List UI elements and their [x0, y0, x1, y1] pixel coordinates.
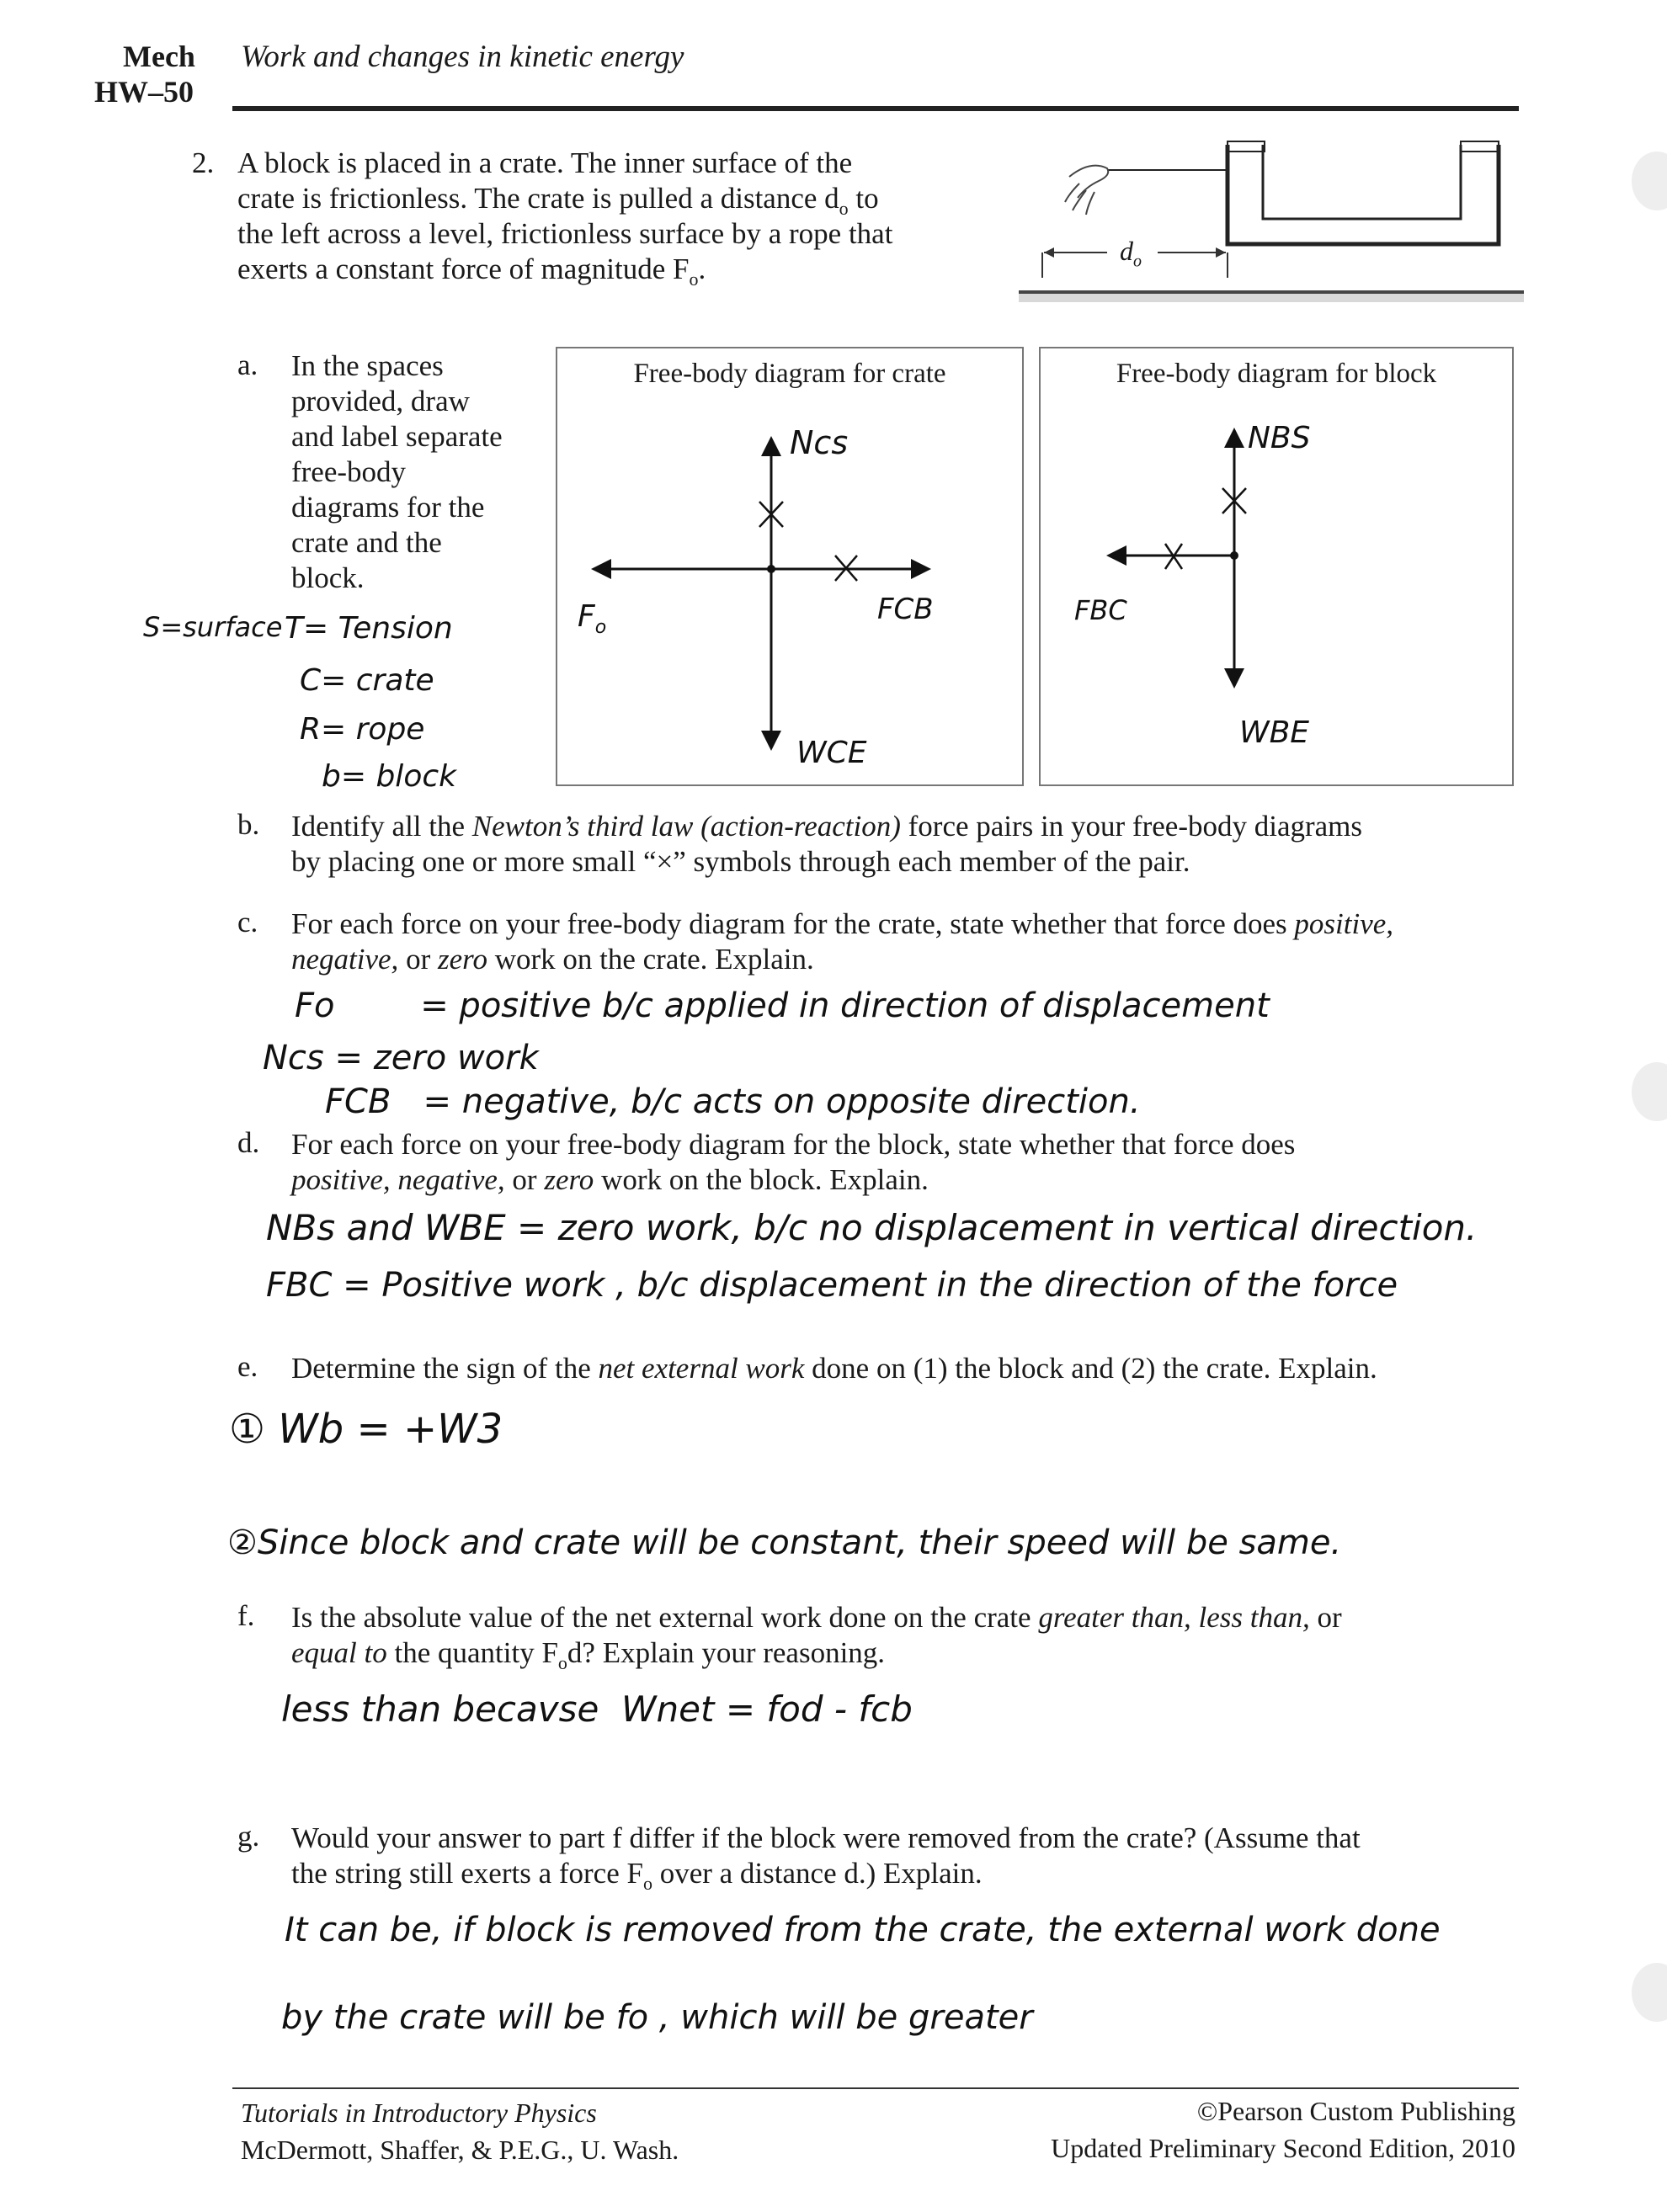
crate-ncs-label: Ncs: [790, 424, 849, 461]
header: [0, 0, 1667, 118]
part-f-post: or: [1309, 1601, 1342, 1634]
crate-fo-sub: o: [594, 617, 607, 639]
part-c-pre: For each force on your free-body diagram for the crate, state whether that force does: [291, 907, 1295, 940]
part-d-answer-2: FBC = Positive work , b/c displacement in the direction of the force: [266, 1266, 1398, 1305]
block-fbd-title: Free-body diagram for block: [1116, 359, 1437, 389]
problem-line-4-tail: .: [698, 253, 706, 285]
figure-d: d: [1120, 236, 1133, 266]
legend-crate: C= crate: [300, 663, 434, 698]
part-a-line: In the spaces: [291, 349, 444, 382]
part-f-em-2: equal to: [291, 1636, 387, 1669]
problem-line-2-text: crate is frictionless. The crate is pulled a distance d: [237, 182, 839, 215]
part-g-post: over a distance d.) Explain.: [652, 1857, 983, 1890]
part-a-line: diagrams for the: [291, 491, 485, 524]
part-d-label: d.: [237, 1126, 260, 1159]
part-a-line: provided, draw: [291, 385, 470, 417]
part-f-pre: Is the absolute value of the net external work done on the crate: [291, 1601, 1039, 1634]
binder-hole-middle: [1632, 1062, 1667, 1121]
legend-block: b= block: [322, 759, 456, 794]
page-title: Work and changes in kinetic energy: [241, 40, 684, 74]
crate-fbd-box: [556, 347, 1024, 786]
part-b-post: force pairs in your free-body diagrams: [900, 810, 1363, 843]
part-a-line: block.: [291, 561, 365, 594]
binder-hole-top: [1632, 152, 1667, 210]
part-e-post: done on (1) the block and (2) the crate. Explain.: [804, 1352, 1377, 1385]
part-g-label: g.: [237, 1820, 260, 1853]
part-c-mid: or: [398, 943, 438, 976]
legend-surface: S=surface: [143, 611, 283, 643]
part-d-em-1: positive, negative,: [291, 1163, 505, 1196]
part-a-text: [291, 348, 503, 596]
part-a-line: and label separate: [291, 420, 503, 453]
problem-line-3: the left across a level, frictionless surface by a rope that: [237, 217, 893, 250]
block-wbe-label: WBE: [1239, 715, 1310, 750]
part-d-line-1: For each force on your free-body diagram for the block, state whether that force does: [291, 1128, 1296, 1161]
block-fbd-box: [1039, 347, 1514, 786]
legend-tension: T= Tension: [285, 611, 453, 646]
part-e-label: e.: [237, 1350, 258, 1383]
part-a-line: free-body: [291, 455, 407, 488]
part-g-answer-2: by the crate will be fo , which will be greater: [281, 1998, 1033, 2037]
crate-fo-label: [578, 599, 606, 638]
footer-copyright: ©Pearson Custom Publishing: [1196, 2096, 1515, 2126]
part-f-em: greater than, less than,: [1038, 1601, 1310, 1634]
part-a-label: a.: [237, 348, 258, 381]
crate-f-label: F: [578, 599, 595, 634]
part-f-post-2: the quantity F: [386, 1636, 558, 1669]
part-c-line-2: [291, 941, 814, 977]
footer-rule: [232, 2087, 1519, 2089]
problem-line-2-tail: to: [848, 182, 879, 215]
crate-fcb-label: FCB: [877, 593, 934, 626]
part-d-line-2: [291, 1162, 929, 1198]
figure-do-label: [1120, 236, 1142, 271]
part-b-em: Newton’s third law (action-reaction): [471, 810, 901, 843]
part-f-answer: less than becavse Wnet = fod - fcb: [281, 1688, 913, 1730]
part-e-pre: Determine the sign of the: [291, 1352, 599, 1385]
footer-edition: Updated Preliminary Second Edition, 2010: [1051, 2133, 1515, 2163]
part-f-line-1: [291, 1599, 1342, 1635]
do-subscript: o: [839, 198, 849, 219]
part-c-em-2: zero: [437, 943, 487, 976]
part-c-post: work on the crate. Explain.: [487, 943, 814, 976]
header-rule: [232, 106, 1519, 111]
part-g-pre: the string still exerts a force F: [291, 1857, 643, 1890]
part-d-em-2: zero: [544, 1163, 594, 1196]
legend-rope: R= rope: [300, 712, 425, 747]
part-b-line-1: [291, 808, 1362, 844]
part-g-answer-1: It can be, if block is removed from the crate, the external work done: [285, 1911, 1441, 1949]
crate-fbd-arrows: [557, 348, 1025, 788]
part-e-answer-1: ① Wb = +W3: [229, 1406, 503, 1453]
part-c-line-1: [291, 906, 1393, 942]
part-f-tail: d? Explain your reasoning.: [567, 1636, 886, 1669]
footer-book: Tutorials in Introductory Physics: [241, 2098, 597, 2128]
problem-number: 2.: [192, 146, 215, 179]
part-f-sub: o: [557, 1652, 567, 1673]
part-e-em: net external work: [598, 1352, 805, 1385]
part-g-sub: o: [642, 1873, 652, 1894]
part-c-label: c.: [237, 906, 258, 939]
part-c-em: positive,: [1294, 907, 1394, 940]
crate-fbd-title: Free-body diagram for crate: [633, 359, 946, 389]
block-fbc-label: FBC: [1074, 594, 1127, 626]
block-nbs-label: NBS: [1248, 421, 1311, 455]
part-g-line-1: Would your answer to part f differ if the block were removed from the crate? (Assume that: [291, 1821, 1361, 1854]
problem-line-4: [237, 251, 706, 297]
part-d-post: work on the block. Explain.: [594, 1163, 929, 1196]
part-c-answer-1: Fo = positive b/c applied in direction of displacement: [295, 986, 1270, 1025]
part-c-answer-2: Ncs = zero work: [263, 1039, 539, 1077]
part-c-em-1: negative,: [291, 943, 399, 976]
part-b-line-2: by placing one or more small “×” symbols through each member of the pair.: [291, 845, 1190, 878]
part-f-line-2: [291, 1635, 885, 1681]
footer-authors: McDermott, Shaffer, & P.E.G., U. Wash.: [241, 2135, 679, 2165]
part-d-mid: or: [504, 1163, 545, 1196]
part-g-line-2: [291, 1855, 983, 1901]
course-label: Mech: [123, 40, 195, 73]
hw-code: HW–50: [94, 75, 194, 109]
binder-hole-bottom: [1632, 1963, 1667, 2022]
figure-d-sub: o: [1133, 252, 1142, 271]
problem-line-4-text: exerts a constant force of magnitude F: [237, 253, 690, 285]
part-d-answer-1: NBs and WBE = zero work, b/c no displacement in vertical direction.: [266, 1207, 1478, 1248]
part-f-label: f.: [237, 1599, 255, 1632]
part-b-pre: Identify all the: [291, 810, 472, 843]
part-e-answer-2: ②Since block and crate will be constant, their speed will be same.: [227, 1523, 1342, 1562]
part-e-line: [291, 1350, 1377, 1386]
fo-subscript: o: [689, 269, 699, 290]
part-a-line: crate and the: [291, 526, 442, 559]
problem-line-1: A block is placed in a crate. The inner surface of the: [237, 146, 853, 179]
crate-figure: [1019, 135, 1524, 303]
part-c-answer-3: FCB = negative, b/c acts on opposite direction.: [325, 1082, 1141, 1121]
crate-wce-label: WCE: [796, 736, 867, 770]
part-b-label: b.: [237, 808, 260, 841]
